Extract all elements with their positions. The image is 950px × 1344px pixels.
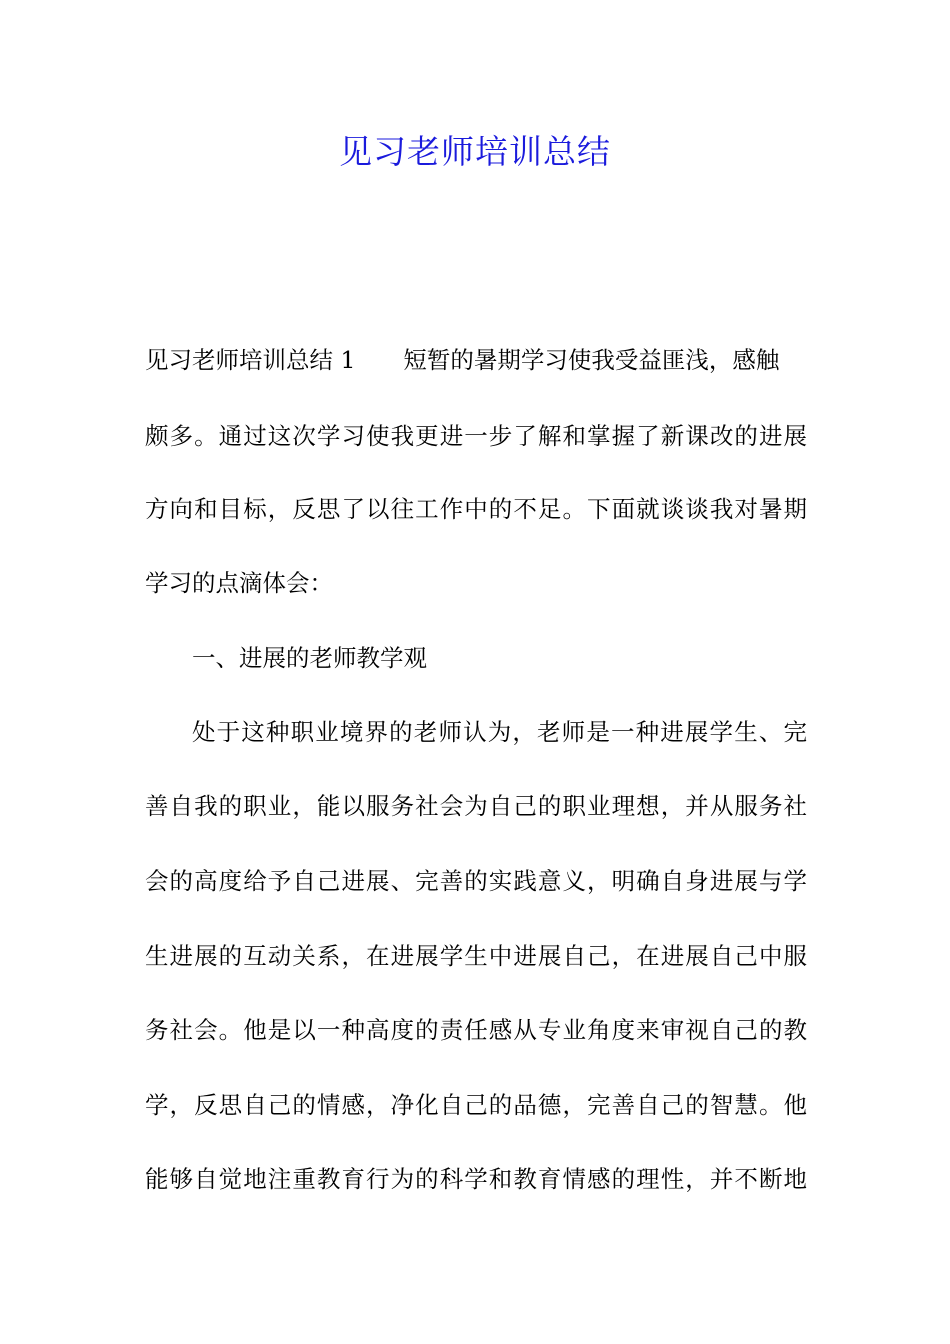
document-title: 见习老师培训总结 <box>339 132 611 171</box>
text-line: 会的高度给予自己进展、完善的实践意义，明确自身进展与学 <box>145 867 807 895</box>
text-line <box>145 343 779 377</box>
text-line: 学习的点滴体会： <box>145 569 333 597</box>
text-line: 能够自觉地注重教育行为的科学和教育情感的理性，并不断地 <box>145 1165 807 1193</box>
text-line: 方向和目标，反思了以往工作中的不足。下面就谈谈我对暑期 <box>145 495 807 523</box>
text-line: 务社会。他是以一种高度的责任感从专业角度来审视自己的教 <box>145 1016 807 1044</box>
text-line: 生进展的互动关系，在进展学生中进展自己，在进展自己中服 <box>145 942 807 970</box>
text-line: 处于这种职业境界的老师认为，老师是一种进展学生、完 <box>192 718 807 746</box>
paragraph-text: 短暂的暑期学习使我受益匪浅，感触 <box>403 346 780 374</box>
section-heading: 见习老师培训总结 1 <box>145 346 356 374</box>
text-line: 善自我的职业，能以服务社会为自己的职业理想，并从服务社 <box>145 792 807 820</box>
text-line: 学，反思自己的情感，净化自己的品德，完善自己的智慧。他 <box>145 1091 807 1119</box>
text-line: 颇多。通过这次学习使我更进一步了解和掌握了新课改的进展 <box>145 422 807 450</box>
subheading: 一、进展的老师教学观 <box>192 644 427 672</box>
